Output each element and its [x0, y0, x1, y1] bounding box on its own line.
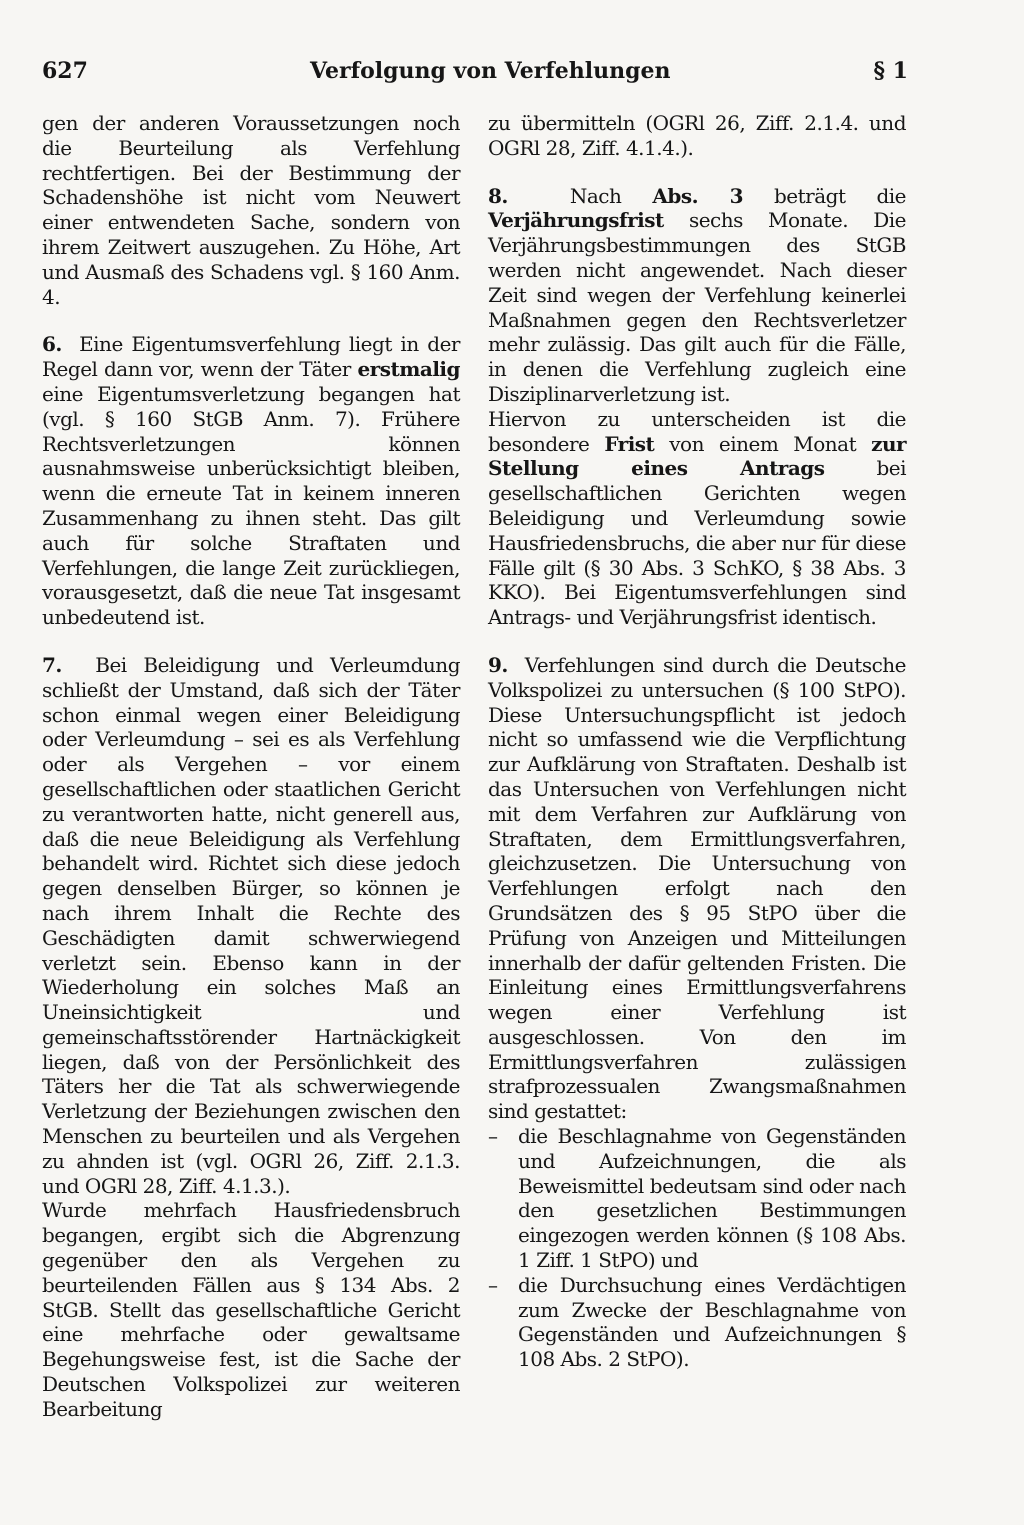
paragraph-text: beträgt die — [774, 183, 906, 208]
paragraph-number: 7. — [42, 652, 62, 677]
bold-term: Frist — [604, 431, 655, 456]
paragraph-number: 6. — [42, 332, 62, 357]
bold-term: Verjährungsfrist — [488, 208, 664, 233]
bold-term: erstmalig — [357, 357, 460, 382]
paragraph-continued: gen der anderen Voraussetzungen noch die Beurteilung als Verfehlung rechtfertigen. Bei der Bestimmung der Schadenshöhe ist nicht vom Neuwert einer entwendeten Sache, sondern von ihrem Zeitwert auszugehen. Zu Höhe, Art und Ausmaß des Schadens vgl. § 160 Anm. 4. — [42, 111, 460, 309]
running-title: Verfolgung von Verfehlungen — [310, 58, 671, 84]
paragraph-text: von einem Monat — [669, 431, 857, 456]
list-item — [488, 1273, 906, 1372]
page-number: 627 — [42, 58, 88, 84]
right-column — [488, 111, 906, 1372]
paragraph-text: eine Eigentumsverletzung begangen hat (vgl. § 160 StGB Anm. 7). Frühere Rechtsverletzungen können ausnahmsweise unberücksichtigt bleiben, wenn die erneute Tat in keinem inneren Zusammenhang zu ihnen steht. Das gilt auch für solche Straftaten und Verfehlungen, die lange Zeit zurückliegen, vorausgesetzt, daß die neue Tat insgesamt unbedeutend ist. — [42, 381, 460, 630]
paragraph-number: 8. — [488, 183, 508, 208]
paragraph-continued: zu übermitteln (OGRl 26, Ziff. 2.1.4. und OGRl 28, Ziff. 4.1.4.). — [488, 111, 906, 160]
paragraph-7-continued: Wurde mehrfach Hausfriedensbruch begangen, ergibt sich die Abgrenzung gegenüber den als Vergehen zu beurteilenden Fällen aus § 134 Abs. 2 StGB. Stellt das gesellschaftliche Gericht eine mehrfache oder gewaltsame Begehungsweise fest, ist die Sache der Deutschen Volkspolizei zur weiteren Bearbeitung — [42, 1198, 460, 1421]
paragraph-number: 9. — [488, 652, 508, 677]
paragraph-8 — [488, 184, 906, 407]
paragraph-6 — [42, 332, 460, 630]
paragraph-text: sechs Monate. Die Verjährungsbestimmungen des StGB werden nicht angewendet. Nach dieser Zeit sind wegen der Verfehlung keinerlei Maßnahmen gegen den Rechtsverletzer mehr zulässig. Das gilt auch für die Fälle, in denen die Verfehlung zugleich eine Disziplinarverletzung ist. — [488, 208, 907, 406]
paragraph-9 — [488, 653, 906, 1124]
paragraph-text: Nach — [569, 183, 622, 208]
dash-marker: – — [488, 1124, 498, 1149]
dash-marker: – — [488, 1272, 498, 1297]
bold-term: zur Stellung eines Antrags — [488, 431, 907, 481]
paragraph-7 — [42, 653, 460, 1199]
paragraph-text: Eine Eigentumsverfehlung liegt in der Regel dann vor, wenn der Täter — [42, 332, 460, 382]
paragraph-text: bei gesellschaftlichen Gerichten wegen Beleidigung und Verleumdung sowie Hausfriedensbruchs, die aber nur für diese Fälle gilt (§ 30 Abs. 3 SchKO, § 38 Abs. 3 KKO). Bei Eigentumsverfehlungen sind Antrags- und Verjährungsfrist identisch. — [488, 456, 907, 630]
page-header — [42, 58, 908, 94]
paragraph-8-continued — [488, 407, 906, 630]
list-item-text: die Beschlagnahme von Gegenständen und Aufzeichnungen, die als Beweismittel bedeutsam sind oder nach den gesetzlichen Bestimmungen eingezogen werden können (§ 108 Abs. 1 Ziff. 1 StPO) und — [518, 1124, 906, 1273]
list-item-text: die Durchsuchung eines Verdächtigen zum Zwecke der Beschlagnahme von Gegenständen und Aufzeichnungen § 108 Abs. 2 StPO). — [518, 1272, 906, 1372]
paragraph-text: Hiervon zu unterscheiden ist die besondere — [488, 406, 906, 456]
section-marker: § 1 — [873, 58, 908, 84]
paragraph-text: Bei Beleidigung und Verleumdung schließt der Umstand, daß sich der Täter schon einmal wegen einer Beleidigung oder Verleumdung – sei es als Verfehlung oder als Vergehen – vor einem gesellschaftlichen oder staatlichen Gericht zu verantworten hatte, nicht generell aus, daß die neue Beleidigung als Verfehlung behandelt wird. Richtet sich diese jedoch gegen denselben Bürger, so können je nach ihrem Inhalt die Rechte des Geschädigten damit schwerwiegend verletzt sein. Ebenso kann in der Wiederholung ein solches Maß an Uneinsichtigkeit und gemeinschaftsstörender Hartnäckigkeit liegen, daß von der Persönlichkeit des Täters her die Tat als schwerwiegende Verletzung der Beziehungen zwischen den Menschen zu beurteilen und als Vergehen zu ahnden ist (vgl. OGRl 26, Ziff. 2.1.3. und OGRl 28, Ziff. 4.1.3.). — [42, 652, 460, 1198]
left-column — [42, 111, 460, 1422]
list-item — [488, 1124, 906, 1273]
paragraph-text: Verfehlungen sind durch die Deutsche Volkspolizei zu untersuchen (§ 100 StPO). Diese Untersuchungspflicht ist jedoch nicht so umfassend wie die Verpflichtung zur Aufklärung von Straftaten. Deshalb ist das Untersuchen von Verfehlungen nicht mit dem Verfahren zur Aufklärung von Straftaten, dem Ermittlungsverfahren, gleichzusetzen. Die Untersuchung von Verfehlungen erfolgt nach den Grundsätzen des § 95 StPO über die Prüfung von Anzeigen und Mitteilungen innerhalb der dafür geltenden Fristen. Die Einleitung eines Ermittlungsverfahrens wegen einer Verfehlung ist ausgeschlossen. Von den im Ermittlungsverfahren zulässigen strafprozessualen Zwangsmaßnahmen sind gestattet: — [488, 652, 907, 1124]
bold-term: Abs. 3 — [652, 183, 744, 208]
